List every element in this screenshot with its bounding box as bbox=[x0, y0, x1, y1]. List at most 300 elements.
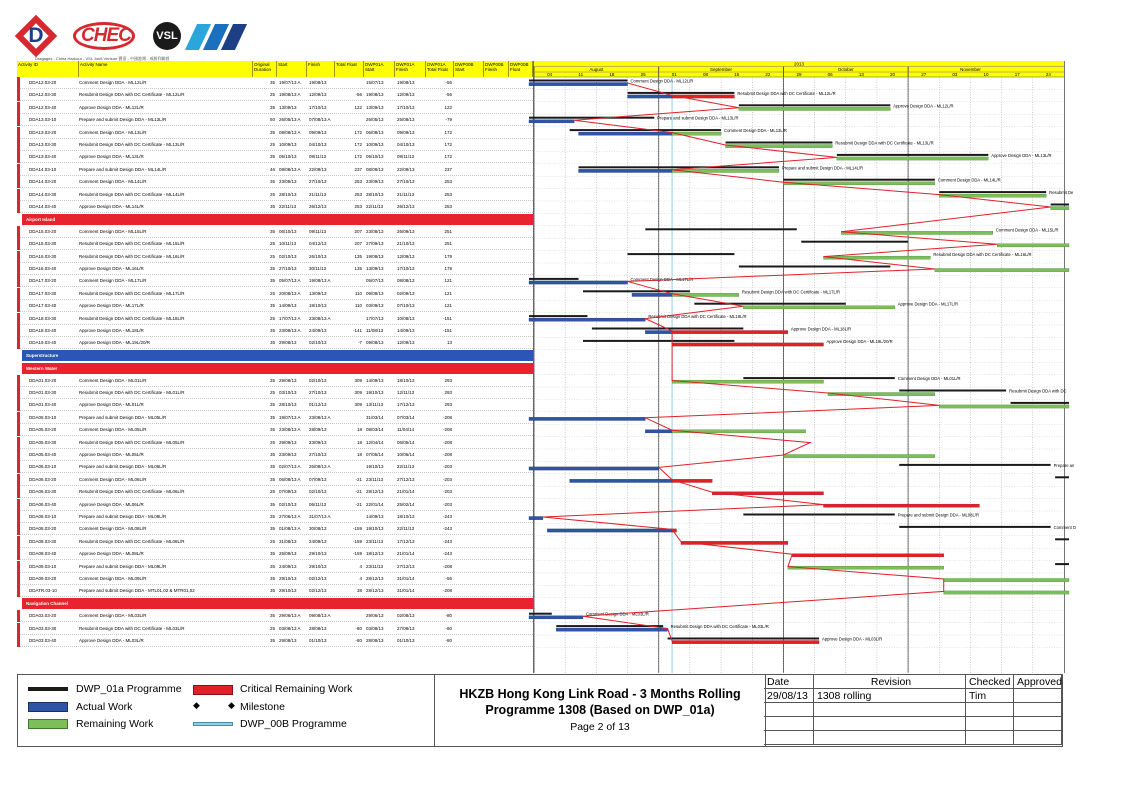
cell-finish: 02/10/13 bbox=[309, 377, 327, 383]
table-row bbox=[17, 263, 533, 275]
cell-finish: 30/08/13 bbox=[309, 526, 327, 532]
legend-critical-swatch bbox=[193, 685, 233, 695]
baseline-bar bbox=[529, 315, 587, 317]
cell-f1: 19/08/13 bbox=[397, 80, 415, 85]
cell-dur: 35 bbox=[269, 129, 275, 135]
table-row bbox=[17, 114, 533, 126]
cell-tf: 18 bbox=[356, 439, 362, 445]
cell-finish: 26/12/13 bbox=[309, 204, 327, 209]
actual-bar bbox=[628, 95, 673, 98]
cell-start: 02/10/13 bbox=[279, 253, 297, 259]
cell-finish: 08/11/13 bbox=[309, 154, 327, 160]
cell-id: DDA08.03-30 bbox=[29, 538, 57, 544]
remaining-bar bbox=[783, 455, 934, 458]
actual-bar bbox=[529, 517, 543, 520]
baseline-bar bbox=[939, 191, 1046, 193]
column-header: Activity ID bbox=[17, 61, 79, 77]
timeline-week: 24 bbox=[1045, 72, 1051, 77]
revision-cell-revision bbox=[814, 731, 966, 745]
cell-start: 19/07/13 A bbox=[279, 80, 301, 85]
row-marker bbox=[17, 102, 20, 114]
cell-s1: 07/05/14 bbox=[366, 452, 384, 457]
activity-table bbox=[17, 61, 533, 673]
cell-name: Comment Design DDA - ML15L/R bbox=[79, 228, 147, 234]
cell-f1: 26/09/13 bbox=[397, 228, 415, 234]
cell-f1: 04/10/13 bbox=[397, 142, 415, 147]
timeline-week: 11 bbox=[578, 72, 584, 77]
critical-bar bbox=[672, 343, 823, 346]
cell-start: 26/05/13 A bbox=[279, 117, 301, 123]
table-row bbox=[17, 226, 533, 238]
cell-dur: 25 bbox=[269, 489, 275, 495]
revision-table bbox=[764, 675, 1062, 746]
cell-name: Resubmit Design DDA with DC Certificate - ML05L/R bbox=[79, 439, 185, 445]
cell-s1: 03/08/13 bbox=[366, 625, 384, 631]
cell-finish: 12/09/13 bbox=[309, 92, 327, 98]
cell-name: Approve Design DDA - ML19L/20/R bbox=[79, 340, 151, 346]
cell-f1: 22/11/13 bbox=[397, 464, 415, 470]
actual-bar bbox=[632, 293, 672, 296]
remaining-bar bbox=[739, 107, 890, 110]
cell-name: Resubmit Design DDA with DC Certificate - ML12L/R bbox=[79, 92, 185, 98]
baseline-bar bbox=[899, 464, 1050, 466]
cell-id: DDA15.03-20 bbox=[29, 228, 57, 234]
cell-start: 29/08/13 bbox=[279, 340, 297, 346]
bar-label: Prepare and submit Design DDA - ML14L/R bbox=[781, 165, 864, 171]
revision-cell-checked bbox=[966, 731, 1014, 745]
cell-finish: 07/08/13 A bbox=[309, 117, 331, 123]
cell-tf1: -151 bbox=[442, 315, 452, 321]
revision-header-revision: Revision bbox=[814, 675, 966, 689]
row-marker bbox=[17, 226, 20, 238]
cell-s1: 11/08/13 bbox=[366, 328, 384, 333]
cell-tf1: -203 bbox=[442, 489, 452, 495]
timeline-week: 08 bbox=[702, 72, 708, 77]
table-row bbox=[17, 437, 533, 449]
cell-dur: 35 bbox=[269, 328, 275, 333]
legend-dwp01a-swatch bbox=[28, 687, 68, 691]
gantt-svg bbox=[534, 61, 1076, 673]
revision-cell-checked: Tim bbox=[966, 689, 1014, 703]
cell-dur: 35 bbox=[269, 80, 275, 85]
table-row bbox=[17, 536, 533, 548]
cell-tf1: -208 bbox=[442, 439, 452, 445]
cell-dur: 25 bbox=[269, 142, 275, 147]
cell-f1: 07/10/13 bbox=[397, 303, 415, 309]
cell-tf: -80 bbox=[355, 638, 362, 643]
table-row bbox=[17, 499, 533, 511]
cell-s1: 23/11/13 bbox=[366, 476, 384, 482]
row-marker bbox=[17, 189, 20, 201]
table-row bbox=[17, 127, 533, 139]
cell-dur: 25 bbox=[269, 92, 275, 98]
cell-name: Resubmit Design DDA with DC Certificate - ML06L/R bbox=[79, 489, 185, 495]
cell-finish: 02/12/13 bbox=[309, 576, 327, 581]
cell-f1: 27/12/13 bbox=[397, 563, 415, 569]
timeline-week: 18 bbox=[609, 72, 615, 77]
milestone-icon: ◆ bbox=[193, 700, 200, 710]
cell-tf1: -56 bbox=[445, 92, 452, 98]
cell-name: Comment Design DDA - ML17L/R bbox=[79, 278, 147, 284]
baseline-bar bbox=[1055, 538, 1069, 540]
cell-name: Comment Design DDA - ML13L/R bbox=[79, 129, 147, 135]
row-marker bbox=[17, 399, 20, 411]
baseline-bar bbox=[801, 241, 908, 243]
row-marker bbox=[17, 610, 20, 622]
wbs-band: Airport Island bbox=[22, 214, 533, 225]
cell-id: DDA08.03-10 bbox=[29, 514, 57, 519]
cell-finish: 26/08/13 A bbox=[309, 464, 331, 470]
cell-tf: 309 bbox=[354, 377, 362, 383]
cell-tf1: -56 bbox=[445, 80, 452, 85]
timeline-week: 15 bbox=[734, 72, 740, 77]
bar-label: Resubmit Design DDA with DC Certificate - ML16L/R bbox=[933, 252, 1032, 258]
row-marker bbox=[17, 300, 20, 312]
cell-start: 10/09/13 bbox=[279, 142, 297, 147]
cell-f1: 21/10/13 bbox=[397, 241, 415, 247]
table-row bbox=[17, 238, 533, 250]
cell-id: DDA19.03-40 bbox=[29, 340, 57, 346]
timeline-week: 25 bbox=[640, 72, 646, 77]
cell-s1: 23/11/13 bbox=[366, 563, 384, 569]
revision-cell-checked bbox=[966, 703, 1014, 717]
baseline-bar bbox=[579, 166, 779, 168]
cell-dur: 35 bbox=[269, 228, 275, 234]
cell-id: DDA01.03-20 bbox=[29, 377, 57, 383]
cell-finish: 18/10/13 bbox=[309, 303, 327, 309]
row-marker bbox=[17, 337, 20, 349]
cell-finish: 13/09/13 bbox=[309, 290, 327, 296]
cell-tf: 122 bbox=[354, 104, 362, 110]
actual-bar bbox=[529, 467, 659, 470]
cell-id: DDA01.03-40 bbox=[29, 402, 57, 408]
cell-tf: 4 bbox=[359, 563, 362, 569]
cell-name: Resubmit Design DDA with DC Certificate - ML18L/R bbox=[79, 315, 185, 321]
cell-id: DDA13.03-20 bbox=[29, 129, 57, 135]
cell-tf1: 293 bbox=[444, 402, 452, 408]
bar-label: Comment D bbox=[1053, 524, 1076, 530]
cell-name: Resubmit Design DDA with DC Certificate - ML14L/R bbox=[79, 191, 185, 197]
row-marker bbox=[17, 89, 20, 101]
table-row bbox=[17, 102, 533, 114]
cell-tf: -159 bbox=[352, 538, 362, 544]
cell-tf1: 253 bbox=[444, 204, 452, 209]
cell-dur: 35 bbox=[269, 154, 275, 160]
cell-tf1: 172 bbox=[444, 129, 452, 135]
cell-s1: 28/10/13 bbox=[366, 191, 384, 197]
actual-bar bbox=[529, 318, 645, 321]
baseline-bar bbox=[628, 253, 735, 255]
baseline-bar bbox=[583, 290, 690, 292]
cell-s1: 05/10/13 bbox=[366, 154, 384, 160]
revision-cell-approved bbox=[1014, 689, 1062, 703]
cell-id: DDA05.03-20 bbox=[29, 427, 57, 433]
cell-s1: 28/12/13 bbox=[366, 588, 384, 594]
cell-finish: 09/09/13 bbox=[309, 129, 327, 135]
cell-id: DDA14.03-20 bbox=[29, 179, 57, 185]
cell-tf: -56 bbox=[355, 92, 362, 98]
bar-label: Comment Design DDA - ML13L/R bbox=[724, 128, 787, 134]
cell-id: DDA06.03-30 bbox=[29, 489, 57, 495]
table-row bbox=[17, 610, 533, 622]
timeline-month: October bbox=[837, 67, 854, 72]
remaining-bar bbox=[935, 269, 1069, 272]
bar-label: Resubmit Design DDA with DC Certificate - ML17L/R bbox=[741, 289, 841, 295]
cell-name: Approve Design DDA - ML01L/R bbox=[79, 402, 144, 408]
baseline-bar bbox=[583, 340, 734, 342]
row-marker bbox=[17, 499, 20, 511]
cell-dur: 35 bbox=[269, 266, 275, 271]
row-marker bbox=[17, 251, 20, 263]
cell-name: Prepare and submit Design DDA - ML09L/R bbox=[79, 563, 167, 569]
row-marker bbox=[17, 623, 20, 635]
cell-start: 28/10/13 bbox=[279, 402, 297, 408]
actual-bar bbox=[570, 479, 672, 482]
baseline-bar bbox=[1011, 402, 1069, 404]
cell-tf1: -208 bbox=[442, 588, 452, 594]
row-marker bbox=[17, 511, 20, 523]
cell-finish: 02/10/13 bbox=[309, 340, 327, 346]
cell-finish: 26/10/13 bbox=[309, 253, 327, 259]
table-row bbox=[17, 585, 533, 597]
remaining-bar bbox=[944, 591, 1069, 594]
cell-id: DDA05.03-30 bbox=[29, 439, 57, 445]
cell-f1: 18/10/13 bbox=[397, 514, 415, 519]
cell-name: Approve Design DDA - ML06L/R bbox=[79, 501, 144, 507]
baseline-bar bbox=[899, 390, 1006, 392]
cell-finish: 27/10/13 bbox=[309, 390, 327, 395]
cell-finish: 28/09/13 bbox=[309, 427, 327, 433]
cell-tf: 172 bbox=[354, 129, 362, 135]
cell-dur: 35 bbox=[269, 303, 275, 309]
cell-dur: 25 bbox=[269, 625, 275, 631]
bar-label: Approve Design DDA - ML03L/R bbox=[822, 636, 883, 642]
cell-tf: 309 bbox=[354, 390, 362, 395]
cell-id: DDA13.03-40 bbox=[29, 154, 57, 160]
cell-name: Approve Design DDA - ML18L/R bbox=[79, 328, 144, 333]
cell-name: Comment Design DDA - ML08L/R bbox=[79, 526, 147, 532]
baseline-bar bbox=[529, 278, 579, 280]
table-row bbox=[17, 486, 533, 498]
cell-name: Comment Design DDA - ML01L/R bbox=[79, 377, 147, 383]
cell-f1: 02/09/13 bbox=[397, 290, 415, 296]
cell-name: Resubmit Design DDA with DC Certificate - ML03L/R bbox=[79, 625, 185, 631]
footer bbox=[17, 674, 1063, 747]
cell-f1: 09/09/13 bbox=[397, 129, 415, 135]
table-row bbox=[17, 375, 533, 387]
cell-id: DDA01.03-30 bbox=[29, 390, 57, 395]
cell-dur: 25 bbox=[269, 191, 275, 197]
column-header: Activity Name bbox=[79, 61, 253, 77]
cell-s1: 29/06/13 bbox=[366, 613, 384, 619]
cell-s1: 08/03/14 bbox=[366, 427, 384, 433]
table-row bbox=[17, 523, 533, 535]
cell-s1: 26/05/13 bbox=[366, 117, 384, 123]
cell-finish: 17/10/13 bbox=[309, 104, 327, 110]
bar-label: Comment Design DDA - ML15L/R bbox=[995, 227, 1059, 233]
cell-tf: 110 bbox=[354, 290, 362, 296]
cell-finish: 02/10/13 bbox=[309, 489, 327, 495]
table-row bbox=[17, 635, 533, 647]
cell-name: Approve Design DDA - ML14L/R bbox=[79, 204, 144, 209]
baseline-bar bbox=[899, 526, 1050, 528]
page-number: Page 2 of 13 bbox=[570, 721, 630, 733]
cell-finish: 02/12/13 bbox=[309, 588, 327, 594]
timeline-month: August bbox=[589, 67, 604, 72]
timeline-month: September bbox=[710, 67, 733, 72]
row-marker bbox=[17, 573, 20, 585]
cell-tf1: 179 bbox=[444, 253, 452, 259]
cell-f1: 10/06/14 bbox=[397, 452, 415, 457]
cell-f1: 08/08/13 bbox=[397, 278, 415, 284]
cell-name: Prepare and submit Design DDA - ML06L/R bbox=[79, 464, 167, 470]
cell-start: 27/10/13 bbox=[279, 266, 297, 271]
legend-dwp01a-label: DWP_01a Programme bbox=[76, 683, 182, 695]
cell-tf: -21 bbox=[355, 476, 362, 482]
revision-cell-revision bbox=[814, 703, 966, 717]
cell-tf: 253 bbox=[354, 204, 362, 209]
legend-dwp00b-swatch bbox=[193, 722, 233, 726]
joint-venture-caption: Dragages - China Harbour - VSL Joint Venture 寶嘉 - 中國港灣 - 威勝利聯營 bbox=[35, 56, 170, 61]
cell-s1: 10/09/13 bbox=[366, 142, 384, 147]
cell-dur: 25 bbox=[269, 241, 275, 247]
table-row bbox=[17, 288, 533, 300]
row-marker bbox=[17, 313, 20, 325]
wbs-band: Navigation Channel bbox=[22, 598, 533, 609]
cell-tf: 4 bbox=[359, 576, 362, 581]
cell-s1: 27/09/13 bbox=[366, 241, 384, 247]
row-marker bbox=[17, 548, 20, 560]
baseline-bar bbox=[529, 80, 628, 82]
cell-id: DDA05.03-10 bbox=[29, 414, 57, 420]
cell-s1: 28/12/13 bbox=[366, 489, 384, 495]
bar-label: Approve Design DDA - ML13L/R bbox=[991, 152, 1052, 158]
baseline-bar bbox=[743, 377, 894, 379]
timeline-week: 01 bbox=[671, 72, 677, 77]
cell-start: 05/10/13 bbox=[279, 154, 297, 160]
row-marker bbox=[17, 474, 20, 486]
cell-s1: 22/11/13 bbox=[366, 204, 384, 209]
bar-label: Approve Design DDA - ML19L/20/R bbox=[826, 338, 893, 344]
revision-cell-revision bbox=[814, 717, 966, 731]
title-block bbox=[434, 675, 766, 746]
cell-finish: 19/08/13 bbox=[309, 80, 327, 85]
cell-f1: 31/01/14 bbox=[397, 576, 415, 581]
critical-bar bbox=[823, 504, 979, 507]
cell-finish: 09/08/13 A bbox=[309, 613, 331, 619]
cell-tf1: 13 bbox=[446, 340, 452, 346]
timeline-year: 2013 bbox=[793, 61, 805, 67]
bar-label: Comment Design DDA - ML03L/R bbox=[585, 611, 649, 617]
row-marker bbox=[17, 164, 20, 176]
cell-start: 29/08/13 bbox=[279, 638, 297, 643]
cell-id: DDA17.03-20 bbox=[29, 278, 57, 284]
gantt-chart bbox=[533, 61, 1076, 673]
column-header: DWP01A Total Float bbox=[426, 61, 454, 77]
timeline-week: 13 bbox=[858, 72, 864, 77]
table-row bbox=[17, 300, 533, 312]
cell-start: 19/07/13 A bbox=[279, 414, 301, 420]
bar-label: Comment Design DDA - ML17L/R bbox=[630, 276, 694, 282]
cell-name: Comment Design DDA - ML06L/R bbox=[79, 476, 147, 482]
cell-id: DDA14.03-30 bbox=[29, 191, 57, 197]
cell-name: Comment Design DDA - ML14L/R bbox=[79, 179, 147, 185]
cell-tf: -159 bbox=[352, 526, 362, 532]
cell-tf: 18 bbox=[356, 427, 362, 433]
cell-name: Resubmit Design DDA with DC Certificate - ML15L/R bbox=[79, 241, 185, 247]
bar-label: Resubmit Design DDA with DC Certificate - ML13L/R bbox=[835, 140, 934, 146]
cell-id: DDA17.03-30 bbox=[29, 290, 57, 296]
baseline-bar bbox=[1055, 476, 1069, 478]
cell-s1: 05/07/13 bbox=[366, 278, 384, 284]
cell-s1: 15/07/13 bbox=[366, 80, 384, 85]
actual-bar bbox=[579, 132, 673, 135]
cell-tf1: -243 bbox=[442, 538, 452, 544]
remaining-bar bbox=[743, 306, 894, 309]
cell-tf1: 121 bbox=[444, 303, 452, 309]
cell-s1: 19/08/13 bbox=[366, 253, 384, 259]
remaining-bar bbox=[1051, 207, 1069, 210]
cell-start: 06/10/13 bbox=[279, 228, 297, 234]
cell-tf: -141 bbox=[352, 328, 362, 333]
table-row bbox=[17, 275, 533, 287]
cell-f1: 31/01/14 bbox=[397, 588, 415, 594]
cell-tf: 309 bbox=[354, 402, 362, 408]
legend-remaining-swatch bbox=[28, 719, 68, 729]
bar-label: Resubmit Design DDA with DC Certificate - ML18L/R bbox=[648, 314, 747, 320]
cell-f1: 22/09/13 bbox=[397, 166, 415, 172]
table-row bbox=[17, 461, 533, 473]
table-row bbox=[17, 561, 533, 573]
timeline-week: 04 bbox=[547, 72, 553, 77]
cell-finish: 29/10/13 bbox=[309, 563, 327, 569]
cell-tf1: 121 bbox=[444, 278, 452, 284]
cell-tf: 38 bbox=[356, 588, 362, 594]
row-marker bbox=[17, 151, 20, 163]
cell-tf1: -243 bbox=[442, 526, 452, 532]
cell-dur: 35 bbox=[269, 613, 275, 619]
cell-name: Resubmit Design DDA with DC Certificate - ML13L/R bbox=[79, 142, 185, 147]
cell-finish: 07/09/13 bbox=[309, 476, 327, 482]
revision-cell-date bbox=[764, 703, 814, 717]
legend-milestone-label: Milestone bbox=[240, 701, 285, 713]
cell-finish: 04/10/13 bbox=[309, 142, 327, 147]
column-header: Finish bbox=[307, 61, 335, 77]
critical-bar bbox=[672, 641, 819, 644]
revision-cell-checked bbox=[966, 717, 1014, 731]
actual-bar bbox=[529, 120, 574, 123]
cell-tf1: -208 bbox=[442, 414, 452, 420]
cell-dur: 35 bbox=[269, 464, 275, 470]
cell-s1: 19/10/13 bbox=[366, 464, 384, 470]
actual-bar bbox=[645, 430, 672, 433]
cell-id: DDA12.03-20 bbox=[29, 80, 57, 85]
timeline-week: 29 bbox=[796, 72, 802, 77]
cell-s1: 13/09/13 bbox=[366, 104, 384, 110]
cell-finish: 04/12/13 bbox=[309, 241, 327, 247]
cell-start: 02/07/13 A bbox=[279, 464, 301, 470]
row-marker bbox=[17, 523, 20, 535]
actual-bar bbox=[529, 83, 628, 86]
cell-finish: 24/09/13 bbox=[309, 538, 327, 544]
cell-tf1: -151 bbox=[442, 328, 452, 333]
baseline-bar bbox=[739, 104, 890, 106]
cell-name: Approve Design DDA - ML16L/R bbox=[79, 266, 144, 271]
cell-name: Approve Design DDA - ML13L/R bbox=[79, 154, 144, 160]
actual-bar bbox=[579, 169, 673, 172]
cell-f1: 22/11/13 bbox=[397, 526, 415, 532]
cell-dur: 35 bbox=[269, 476, 275, 482]
